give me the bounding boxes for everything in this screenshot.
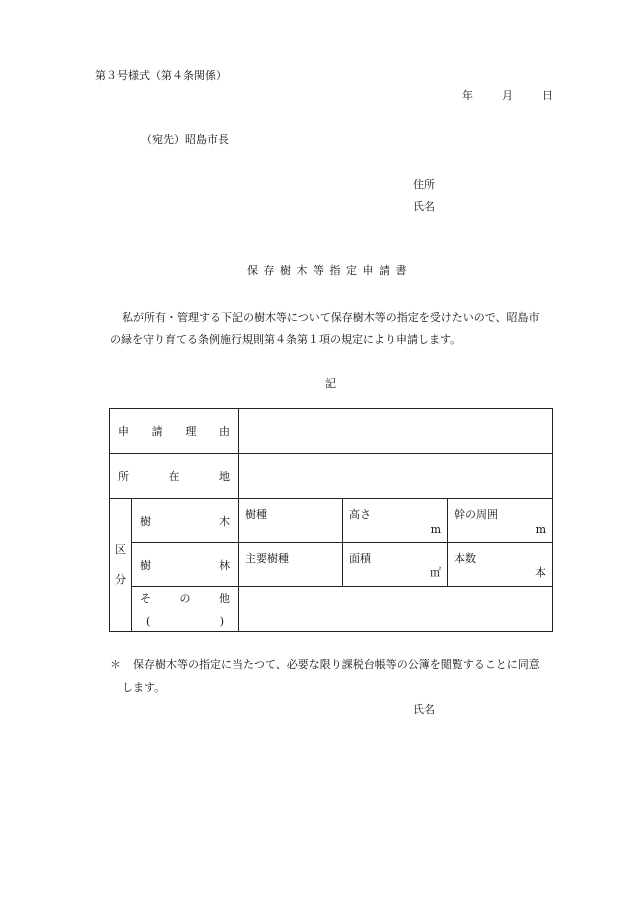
other-parens [132,615,238,628]
consent-mark: ＊ [110,658,121,671]
tree-girth-cell[interactable] [448,499,553,543]
forest-count-unit: 本 [535,566,547,579]
tree-label: 樹 木 [140,514,230,528]
consent-line-2: します。 [122,681,166,694]
category-label: 区 分 [115,543,126,586]
reason-label-cell [110,409,239,454]
location-input[interactable] [239,454,553,499]
form-number: 第３号様式（第４条関係） [95,69,227,82]
location-label-cell [110,454,239,499]
tree-label-cell [132,499,239,543]
tree-species-cell[interactable] [239,499,343,543]
other-paren-close: ) [219,615,224,628]
category-label-cell [110,499,132,632]
forest-count-label: 本数 [454,552,476,565]
tree-height-cell[interactable] [343,499,448,543]
forest-label: 樹 林 [140,558,230,572]
application-table [109,408,553,632]
date-month: 月 [502,89,513,102]
ki-heading: 記 [325,377,336,390]
other-paren-open: ( [146,615,151,628]
tree-girth-label: 幹の周囲 [454,508,498,521]
forest-area-unit: ㎡ [430,566,441,579]
consent-line-1: 保存樹木等の指定に当たつて、必要な限り課税台帳等の公簿を閲覧することに同意 [133,658,540,671]
body-line-1: 私が所有・管理する下記の樹木等について保存樹木等の指定を受けたいので、昭島市 [122,311,540,324]
date-day: 日 [542,89,553,102]
other-label-cell [132,587,239,632]
tree-height-label: 高さ [349,508,371,521]
date-line [462,90,553,101]
forest-area-cell[interactable] [343,543,448,587]
name-label: 氏名 [413,200,435,213]
forest-area-label: 面積 [349,552,371,565]
form-title: 保存樹木等指定申請書 [247,264,412,277]
body-line-2: の緑を守り育てる条例施行規則第４条第１項の規定により申請します。 [110,333,462,346]
other-input[interactable] [239,587,553,632]
forest-species-cell[interactable] [239,543,343,587]
address-label: 住所 [413,178,435,191]
other-label: そ の 他 [140,592,230,605]
reason-label: 申 請 理 由 [118,425,230,438]
consent-name-label: 氏名 [413,703,435,716]
forest-species-label: 主要樹種 [245,552,289,565]
tree-height-unit: m [430,523,441,536]
date-year: 年 [462,89,473,102]
forest-label-cell [132,543,239,587]
addressee: （宛先）昭島市長 [141,133,229,146]
location-label: 所 在 地 [118,470,230,483]
tree-species-label: 樹種 [245,508,267,521]
tree-girth-unit: m [535,523,547,536]
forest-count-cell[interactable] [448,543,553,587]
reason-input[interactable] [239,409,553,454]
